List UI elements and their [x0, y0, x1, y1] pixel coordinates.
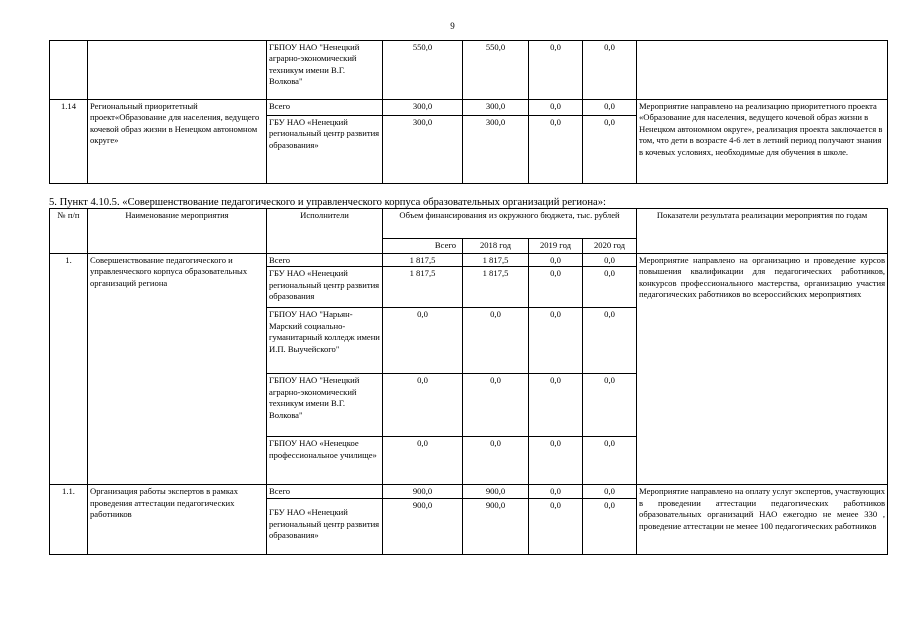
y2018-cell: 1 817,5	[463, 254, 529, 267]
executor-cell: ГБПОУ НАО "Ненецкий аграрно-экономический техникум имени В.Г. Волкова"	[267, 41, 383, 100]
y2018-cell: 900,0	[463, 499, 529, 555]
y2018-cell: 1 817,5	[463, 267, 529, 308]
y2020-cell: 0,0	[583, 41, 637, 100]
y2020-cell: 0,0	[583, 499, 637, 555]
y2018-cell: 300,0	[463, 116, 529, 184]
y2018-cell: 900,0	[463, 485, 529, 499]
total-cell: 1 817,5	[383, 254, 463, 267]
executor-cell: ГБПОУ НАО "Нарьян-Марский социально-гуманитарный колледж имени И.П. Выучейского"	[267, 308, 383, 374]
total-cell: 0,0	[383, 308, 463, 374]
y2020-cell: 0,0	[583, 308, 637, 374]
header-total: Всего	[383, 239, 463, 254]
num-cell	[50, 41, 88, 100]
page-number: 9	[450, 21, 455, 31]
y2020-cell: 0,0	[583, 437, 637, 485]
executor-cell: ГБПОУ НАО "Ненецкий аграрно-экономический техникум имени В.Г. Волкова"	[267, 374, 383, 437]
y2020-cell: 0,0	[583, 254, 637, 267]
result-cell: Мероприятие направлено на оплату услуг экспертов, участвующих в проведении аттестации педагогических работников образовательных организаций НАО ежегодно не менее 330 , проведение аттестации не менее 100 педагогических работников	[637, 485, 888, 555]
y2019-cell: 0,0	[529, 100, 583, 116]
section-title: 5. Пункт 4.10.5. «Совершенствование педагогического и управленческого корпуса образовательных организаций региона»:	[49, 197, 606, 208]
y2018-cell: 0,0	[463, 374, 529, 437]
total-cell: 0,0	[383, 437, 463, 485]
y2019-cell: 0,0	[529, 308, 583, 374]
table-row	[50, 254, 888, 267]
funding-table	[49, 208, 888, 555]
total-cell: 900,0	[383, 499, 463, 555]
y2018-cell: 550,0	[463, 41, 529, 100]
header-results: Показатели результата реализации мероприятия по годам	[637, 209, 888, 254]
executor-cell: ГБУ НАО «Ненецкий региональный центр развития образования»	[267, 499, 383, 555]
y2019-cell: 0,0	[529, 254, 583, 267]
y2018-cell: 0,0	[463, 437, 529, 485]
executor-cell: Всего	[267, 100, 383, 116]
result-cell: Мероприятие направлено на организацию и проведение курсов повышения квалификации для педагогических работников, конкурсов профессионального мастерства, организацию участия педагогических работников во всероссийских мероприятиях	[637, 254, 888, 485]
name-cell: Региональный приоритетный проект«Образование для населения, ведущего кочевой образ жизни в Ненецком автономном округе»	[88, 100, 267, 184]
header-2018: 2018 год	[463, 239, 529, 254]
header-2020: 2020 год	[583, 239, 637, 254]
table-row	[50, 485, 888, 499]
num-cell: 1.1.	[50, 485, 88, 555]
executor-cell: Всего	[267, 254, 383, 267]
header-row	[50, 209, 888, 239]
total-cell: 300,0	[383, 116, 463, 184]
table-row	[50, 41, 888, 100]
executor-cell: ГБУ НАО «Ненецкий региональный центр развития образования	[267, 267, 383, 308]
y2020-cell: 0,0	[583, 374, 637, 437]
total-cell: 900,0	[383, 485, 463, 499]
y2019-cell: 0,0	[529, 41, 583, 100]
num-cell: 1.14	[50, 100, 88, 184]
y2020-cell: 0,0	[583, 116, 637, 184]
table-row	[50, 100, 888, 116]
total-cell: 0,0	[383, 374, 463, 437]
header-num: № п/п	[50, 209, 88, 254]
header-funding: Объем финансирования из окружного бюджета, тыс. рублей	[383, 209, 637, 239]
num-cell: 1.	[50, 254, 88, 485]
name-cell: Совершенствование педагогического и управленческого корпуса образовательных организаций региона	[88, 254, 267, 485]
y2020-cell: 0,0	[583, 100, 637, 116]
header-name: Наименование мероприятия	[88, 209, 267, 254]
y2020-cell: 0,0	[583, 267, 637, 308]
y2018-cell: 0,0	[463, 308, 529, 374]
y2019-cell: 0,0	[529, 499, 583, 555]
funding-table-continued	[49, 40, 888, 184]
total-cell: 300,0	[383, 100, 463, 116]
y2019-cell: 0,0	[529, 485, 583, 499]
y2018-cell: 300,0	[463, 100, 529, 116]
total-cell: 1 817,5	[383, 267, 463, 308]
y2019-cell: 0,0	[529, 267, 583, 308]
result-cell	[637, 41, 888, 100]
y2020-cell: 0,0	[583, 485, 637, 499]
executor-cell: ГБУ НАО «Ненецкий региональный центр развития образования»	[267, 116, 383, 184]
name-cell	[88, 41, 267, 100]
y2019-cell: 0,0	[529, 116, 583, 184]
name-cell: Организация работы экспертов в рамках проведения аттестации педагогических работников	[88, 485, 267, 555]
y2019-cell: 0,0	[529, 437, 583, 485]
y2019-cell: 0,0	[529, 374, 583, 437]
executor-cell: ГБПОУ НАО «Ненецкое профессиональное училище»	[267, 437, 383, 485]
header-2019: 2019 год	[529, 239, 583, 254]
header-executors: Исполнители	[267, 209, 383, 254]
result-cell: Мероприятие направлено на реализацию приоритетного проекта «Образование для населения, ведущего кочевой образ жизни в Ненецком автономном округе», реализация проекта заключается в том, что дети в возрасте 4-6 лет в летний период получают знания в кочевых условиях, необходимые для обучения в школе.	[637, 100, 888, 184]
executor-cell: Всего	[267, 485, 383, 499]
total-cell: 550,0	[383, 41, 463, 100]
